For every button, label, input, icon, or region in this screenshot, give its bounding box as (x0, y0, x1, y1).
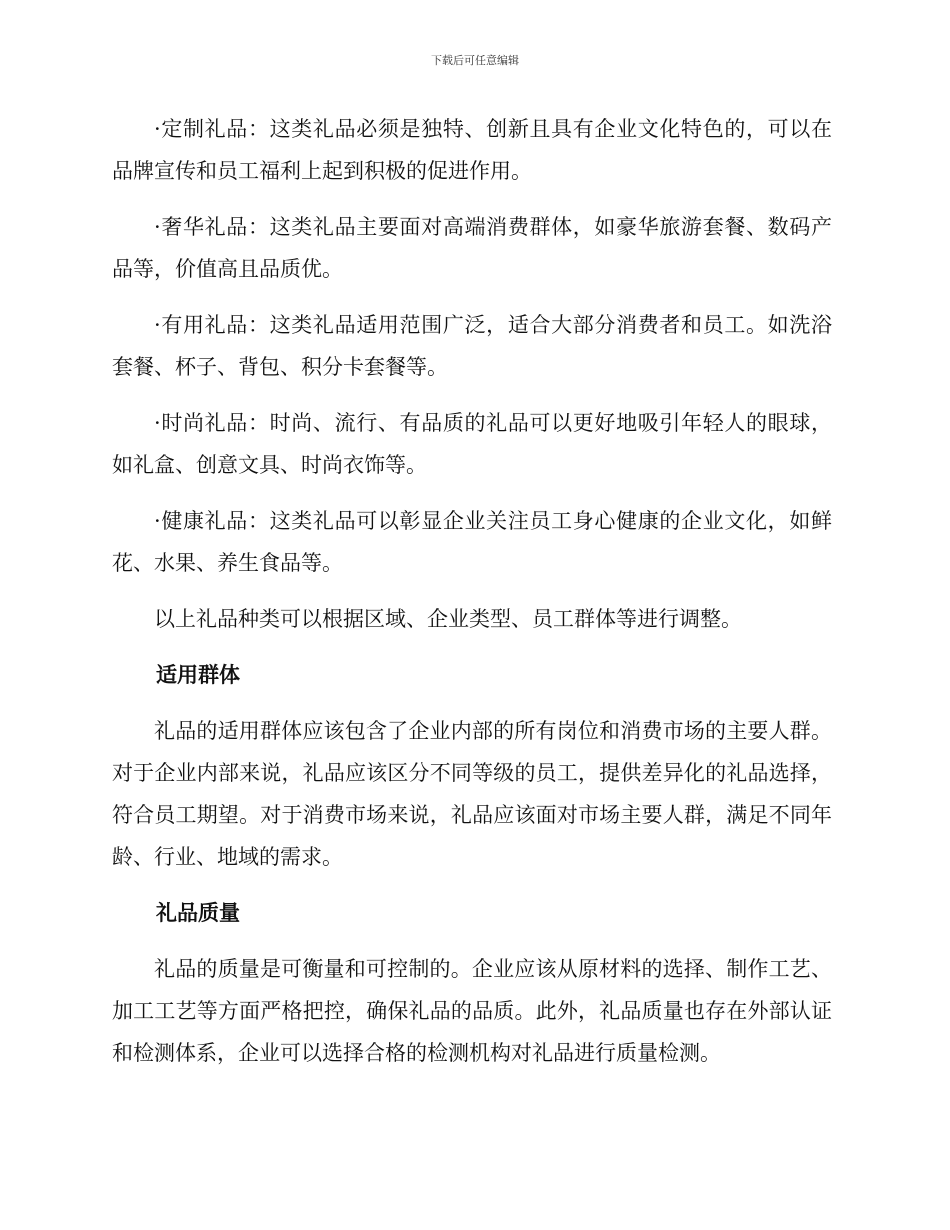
page-header: 下载后可任意编辑 (431, 54, 519, 67)
paragraph-custom-gifts: ·定制礼品：这类礼品必须是独特、创新且具有企业文化特色的，可以在品牌宣传和员工福利上起到积极的促进作用。 (112, 117, 832, 183)
document-body (112, 108, 832, 1088)
paragraph-adjustment-note: 以上礼品种类可以根据区域、企业类型、员工群体等进行调整。 (154, 607, 742, 631)
section-body-target-groups: 礼品的适用群体应该包含了企业内部的所有岗位和消费市场的主要人群。对于企业内部来说，礼品应该区分不同等级的员工，提供差异化的礼品选择，符合员工期望。对于消费市场来说，礼品应该面对市场主要人群，满足不同年龄、行业、地域的需求。 (112, 719, 832, 869)
paragraph-luxury-gifts: ·奢华礼品：这类礼品主要面对高端消费群体，如豪华旅游套餐、数码产品等，价值高且品质优。 (112, 215, 832, 281)
section-heading-gift-quality: 礼品质量 (156, 901, 240, 925)
section-heading-target-groups: 适用群体 (156, 663, 240, 687)
section-body-gift-quality: 礼品的质量是可衡量和可控制的。企业应该从原材料的选择、制作工艺、加工工艺等方面严格把控，确保礼品的品质。此外，礼品质量也存在外部认证和检测体系，企业可以选择合格的检测机构对礼品进行质量检测。 (112, 957, 832, 1065)
paragraph-useful-gifts: ·有用礼品：这类礼品适用范围广泛，适合大部分消费者和员工。如洗浴套餐、杯子、背包、积分卡套餐等。 (112, 313, 832, 379)
paragraph-fashion-gifts: ·时尚礼品：时尚、流行、有品质的礼品可以更好地吸引年轻人的眼球，如礼盒、创意文具、时尚衣饰等。 (112, 411, 832, 477)
paragraph-health-gifts: ·健康礼品：这类礼品可以彰显企业关注员工身心健康的企业文化，如鲜花、水果、养生食品等。 (112, 509, 832, 575)
